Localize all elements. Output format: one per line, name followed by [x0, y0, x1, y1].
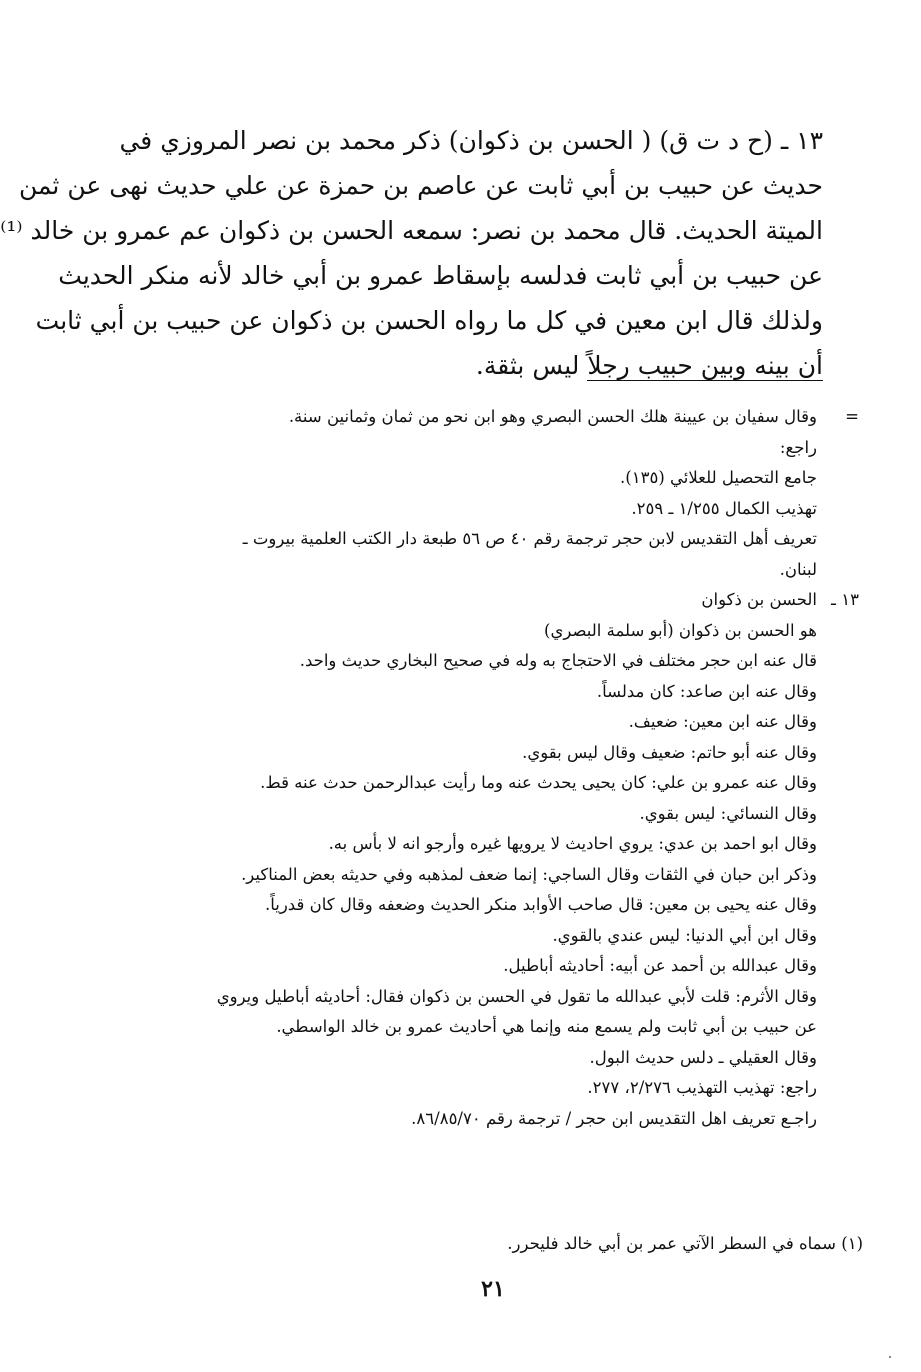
- note-line: [121, 402, 859, 433]
- note-line: وقال عنه ابن معين: ضعيف.: [628, 712, 817, 731]
- note-line: وقال ابن أبي الدنيا: ليس عندي بالقوي.: [552, 925, 817, 945]
- continuation-marker: =: [845, 407, 859, 426]
- note-line: جامع التحصيل للعلائي (١٣٥).: [620, 468, 817, 487]
- note-line: تهذيب الكمال ١/٢٥٥ ـ ٢٥٩.: [631, 498, 817, 518]
- scan-speck: [889, 1356, 891, 1358]
- notes-section: [121, 402, 859, 1134]
- main-line-4: عن حبيب بن أبي ثابت فدلسه بإسقاط عمرو بن أبي خالد لأنه منكر الحديث: [58, 261, 823, 290]
- entry-title: الحسن بن ذكوان: [701, 590, 817, 609]
- note-line: وقال ابو احمد بن عدي: يروي احاديث لا يرويها غيره وأرجو انه لا بأس به.: [328, 834, 817, 853]
- note-line: راجـع تعريف اهل التقديس ابن حجر / ترجمة رقم ٨٦/٨٥/٧٠.: [411, 1108, 817, 1128]
- main-line-6: [123, 343, 823, 388]
- note-line: وقال النسائي: ليس بقوي.: [639, 803, 817, 823]
- note-line: وقال عنه أبو حاتم: ضعيف وقال ليس بقوي.: [522, 742, 817, 762]
- note-text: وقال سفيان بن عيينة هلك الحسن البصري وهو ابن نحو من ثمان وثمانين سنة.: [288, 407, 817, 426]
- note-line: هو الحسن بن ذكوان (أبو سلمة البصري): [544, 620, 817, 640]
- main-line-2: حديث عن حبيب بن أبي ثابت عن عاصم بن حمزة عن علي حديث نهى عن ثمن: [18, 171, 823, 200]
- note-line-tarif: تعريف أهل التقديس لابن حجر ترجمة رقم ٤٠ ص ٥٦ طبعة دار الكتب العلمية بيروت ـ: [242, 529, 817, 548]
- note-line: راجع: تهذيب التهذيب ٢/٢٧٦، ٢٧٧.: [587, 1078, 817, 1097]
- underlined-phrase: أن بينه وبين حبيب رجلاً: [587, 351, 823, 380]
- note-line-lebanon: لبنان.: [779, 559, 817, 579]
- note-line: قال عنه ابن حجر مختلف في الاحتجاج به وله في صحيح البخاري حديث واحد.: [299, 651, 817, 670]
- note-line: وقال عنه يحيى بن معين: قال صاحب الأوابد منكر الحديث وضعفه وقال كان قدرياً.: [264, 895, 817, 914]
- note-line: وقال عنه عمرو بن علي: كان يحيى يحدث عنه وما رأيت عبدالرحمن حدث عنه قط.: [260, 773, 817, 792]
- footnote: (١) سماه في السطر الآتي عمر بن أبي خالد فليحرر.: [507, 1234, 863, 1253]
- main-line-5: ولذلك قال ابن معين في كل ما رواه الحسن بن ذكوان عن حبيب بن أبي ثابت: [35, 306, 823, 335]
- main-line-1: ١٣ ـ (ح د ت ق) ( الحسن بن ذكوان) ذكر محمد بن نصر المروزي في: [119, 126, 823, 155]
- note-line: وقال عبدالله بن أحمد عن أبيه: أحاديثه أباطيل.: [503, 956, 817, 975]
- note-line: راجع:: [779, 437, 817, 457]
- main-paragraph: [0, 118, 823, 388]
- note-line: وقال العقيلي ـ دلس حديث البول.: [589, 1047, 817, 1067]
- note-line: وذكر ابن حبان في الثقات وقال الساجي: إنما ضعف لمذهبه وفي حديثه بعض المناكير.: [241, 864, 817, 884]
- note-line: وقال عنه ابن صاعد: كان مدلساً.: [596, 681, 817, 701]
- note-line-athram: وقال الأثرم: قلت لأبي عبدالله ما تقول في الحسن بن ذكوان فقال: أحاديثه أباطيل ويروي: [216, 986, 817, 1006]
- main-line-6-rest: ليس بثقة.: [475, 351, 588, 380]
- entry-marker: ١٣ ـ: [831, 590, 859, 609]
- entry-header: [121, 585, 859, 616]
- page-number: ٢١: [481, 1276, 505, 1302]
- note-line: عن حبيب بن أبي ثابت ولم يسمع منه وإنما هي أحاديث عمرو بن خالد الواسطي.: [276, 1017, 817, 1036]
- main-line-3: الميتة الحديث. قال محمد بن نصر: سمعه الحسن بن ذكوان عم عمرو بن خالد ⁽¹⁾: [0, 216, 823, 245]
